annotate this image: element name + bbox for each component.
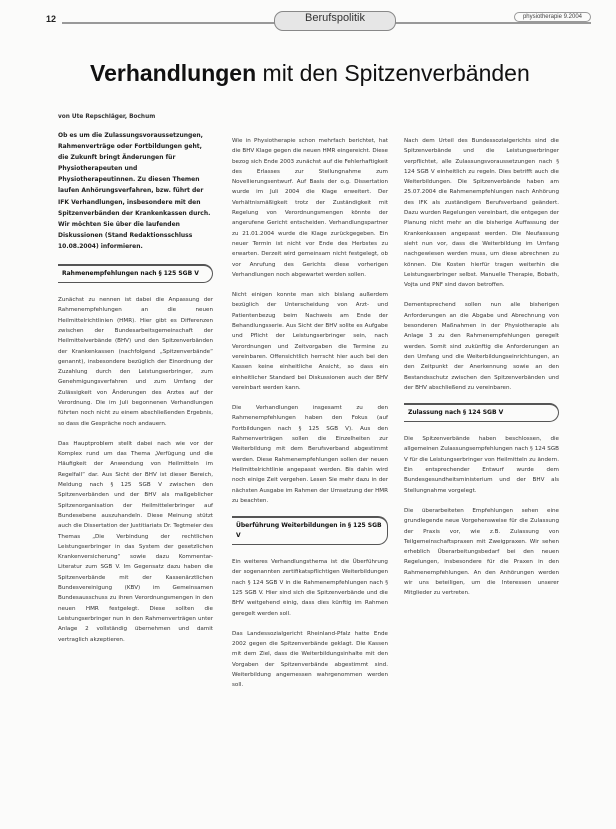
column-3	[404, 136, 559, 609]
paragraph: Wie in Physiotherapie schon mehrfach berichtet, hat die BHV Klage gegen die neuen HMR eingereicht. Diese bezog sich Ende 2003 zunächst auf die Fehlerhaftigkeit des Erlasses zur Stellungnahme zum Novellierungsentwurf. Auf Basis der o.g. Dissertation wurde im Juli 2004 die Klage erweitert. Der Verhältnismäßigkeit trotz der Zuständigkeit mit Regelung von Verordnungsmengen könnte der angerufene Gericht entscheiden. Verhandlungspartner zu 21.01.2004 wurde die Klage zurückgegeben. Ein neuer Termin ist nicht vor Ende des Herbstes zu erwarten. Derzeit wird gemeinsam nicht festgelegt, ob vor Anrufung des Gerichts diese vorherigen Verhandlungen noch abgewartet werden sollen.	[232, 138, 388, 278]
column-1	[58, 114, 213, 655]
paragraph: Ein weiteres Verhandlungsthema ist die Überführung der sogenannten zertifikatspflichtigen Weiterbildungen nach § 124 SGB V in die Rahmenempfehlungen nach § 125 SGB V. Hier sind sich die Spitzenverbände und die BHV weitgehend einig, dass dies künftig im Rahmen geregelt werden soll.	[232, 559, 388, 617]
section-label: Berufspolitik	[274, 11, 396, 31]
subheading-rahmenempfehlungen: Rahmenempfehlungen nach § 125 SGB V	[58, 264, 213, 283]
article-title	[90, 60, 530, 87]
paragraph: Das Hauptproblem stellt dabei nach wie vor der Komplex rund um das Thema „Verfügung und die Häufigkeit der Anwendung von Heilmitteln im Regelfall“ dar. Aus Sicht der BHV ist dieser Bereich, Meldung nach § 125 SGB V zwischen den Spitzenverbänden und der BHV als maßgeblicher Spitzenorganisation der Heilmittelerbringer auf Bundesebene auszuhandeln. Diese Meinung stützt auch die Dissertation der Justitiariats Dr. Tegtmeier des Themas „Die Verbindung der rechtlichen Leistungserbringer in das System der gesetzlichen Krankenversicherung“ sowie dazu Kommentar-Literatur zum SGB V. Im Gegensatz dazu haben die Spitzenverbände mit der Kassenärztlichen Bundesvereinigung (KBV) im Gemeinsamen Bundesausschuss zu ihren Verordnungsmengen in den neuen HMR festgelegt. Diese sollten die Leistungserbringer nun in den Rahmenverträgen unter Anlage 2 vollständig übernehmen und damit vertraglich akzeptieren.	[58, 440, 213, 643]
paragraph: Die Spitzenverbände haben beschlossen, die allgemeinen Zulassungsempfehlungen nach § 124 SGB V für die Leistungserbringer von Heilmitteln zu ändern. Ein entsprechender Entwurf wurde dem Bundesgesundheitsministerium und der BHV als Stellungnahme vorgelegt.	[404, 436, 559, 494]
title-bold: Verhandlungen	[90, 60, 257, 86]
page-header	[46, 14, 591, 30]
issue-label: physiotherapie 9.2004	[514, 12, 591, 22]
page-number: 12	[46, 14, 62, 24]
paragraph: Das Landessozialgericht Rheinland-Pfalz hatte Ende 2002 gegen die Spitzenverbände geklagt. Die Kassen mit dem Ziel, dass die Weiterbildungsinhalte mit den Vorgaben der Spitzenverbände abgestimmt sind. Weiterbildung angemessen wahrgenommen werden soll.	[232, 630, 388, 689]
paragraph: Zunächst zu nennen ist dabei die Anpassung der Rahmenempfehlungen an die neuen Heilmittelrichtlinien (HMR). Hier gibt es Differenzen zwischen der Bundesarbeitsgemeinschaft der Heilmittelverbände (BHV) und den Spitzenverbänden der Krankenkassen (nachfolgend „Spitzenverbände“ genannt), insbesondere bezüglich der Einordnung der Zuzahlung durch den Leistungserbringer, zum Genehmigungsverfahren und zum Umfang der Zulässigkeit von Änderungen des Arztes auf der Verordnung. Die im Juli begonnenen Verhandlungen führten noch nicht zu einem abschließenden Ergebnis, so dass die Gespräche noch andauern.	[58, 297, 213, 427]
title-rest: mit den Spitzenverbänden	[256, 60, 530, 86]
paragraph: Dementsprechend sollen nun alle bisherigen Anforderungen an die Abgabe und Abrechnung von besonderen Maßnahmen in der Physiotherapie als Anlage 3 zu den Rahmenempfehlungen geregelt werden. Somit sind zukünftig die Anforderungen an den Umfang und die Weiterbildungseinrichtungen, an den Zeitpunkt der Anerkennung sowie an den Bestandsschutz zwischen den Spitzenverbänden und der BHV abschließend zu vereinbaren.	[404, 302, 559, 391]
paragraph: Die überarbeiteten Empfehlungen sehen eine grundlegende neue Vorgehensweise für die Zulassung der Praxis vor, wie z.B. Zulassung von Teilgemeinschaftspraxen mit Zweigpraxen. Wir sehen erheblich Überarbeitungsbedarf bei den neuen Regelungen, insbesondere für die Praxen in den Rahmenempfehlungen. An den Anhörungen werden wir uns beteiligen, um die Interessen unserer Mitglieder zu vertreten.	[404, 507, 559, 597]
lead-paragraph: Ob es um die Zulassungsvoraussetzungen, Rahmenverträge oder Fortbildungen geht, die Zukunft bringt Änderungen für Physiotherapeuten und Physiotherapeutinnen. Zu diesen Themen laufen Anhörungsverfahren, bzw. führt der IFK Verhandlungen, insbesondere mit den Spitzenverbänden der Krankenkassen durch. Wir möchten Sie über die laufenden Diskussionen (Stand Redaktionsschluss 10.08.2004) informieren.	[58, 132, 211, 250]
paragraph: Die Verhandlungen insgesamt zu den Rahmenempfehlungen haben den Fokus (auf Fortbildungen nach § 125 SGB V). Aus den Rahmenverträgen sollen die Einzelheiten zur Weiterbildung mit dem Berufsverband abgestimmt werden. Diese Rahmenempfehlungen sollen der neuen Heilmittelrichtlinie angepasst werden. Bis dahin wird noch einige Zeit vergehen. Lesen Sie mehr dazu in der nächsten Ausgabe im Rahmen der Umsetzung der HMR zu beachten.	[232, 405, 388, 504]
author-line: von Ute Repschläger, Bochum	[58, 114, 156, 120]
subheading-zulassung: Zulassung nach § 124 SGB V	[404, 403, 559, 422]
column-2	[232, 136, 388, 701]
paragraph: Nach dem Urteil des Bundessozialgerichts sind die Spitzenverbände und die Leistungserbringer verpflichtet, alle Zulassungsvoraussetzungen nach § 124 SGB V einheitlich zu regeln. Dies betrifft auch die Weiterbildungen. Die Spitzenverbände haben am 25.07.2004 die Rahmenempfehlungen nach Anhörung des IFK als zuständigem Berufsverband geändert. Dazu wurden Regelungen vereinbart, die entgegen der Planung nicht mehr an die bisherige Auffassung der Krankenkassen angepasst werden. Die Neufassung sieht nun vor, dass die Weiterbildung im Umfang nachgewiesen werden muss, um diese abrechnen zu können. Die Kosten hierfür tragen weiterhin die Leistungserbringer selbst. Manuelle Therapie, Bobath, Vojta und PNF sind davon betroffen.	[404, 138, 559, 289]
subheading-weiterbildungen: Überführung Weiterbildungen in § 125 SGB V	[232, 516, 388, 545]
paragraph: Nicht einigen konnte man sich bislang außerdem bezüglich der Unterscheidung von Arzt- und Patientenbezug beim Nachweis am Ende der Behandlungsserie. Aus Sicht der BHV sollte es Aufgabe und Pflicht der Leistungserbringer sein, nach Verordnungen und Zeitvorgaben die Termine zu vereinbaren. Offensichtlich herrscht hier auch bei den Kassen keine einheitliche Ansicht, so dass ein einheitlicher Standard bei Diskussionen auch der BHV vereinbart werden kann.	[232, 292, 388, 391]
